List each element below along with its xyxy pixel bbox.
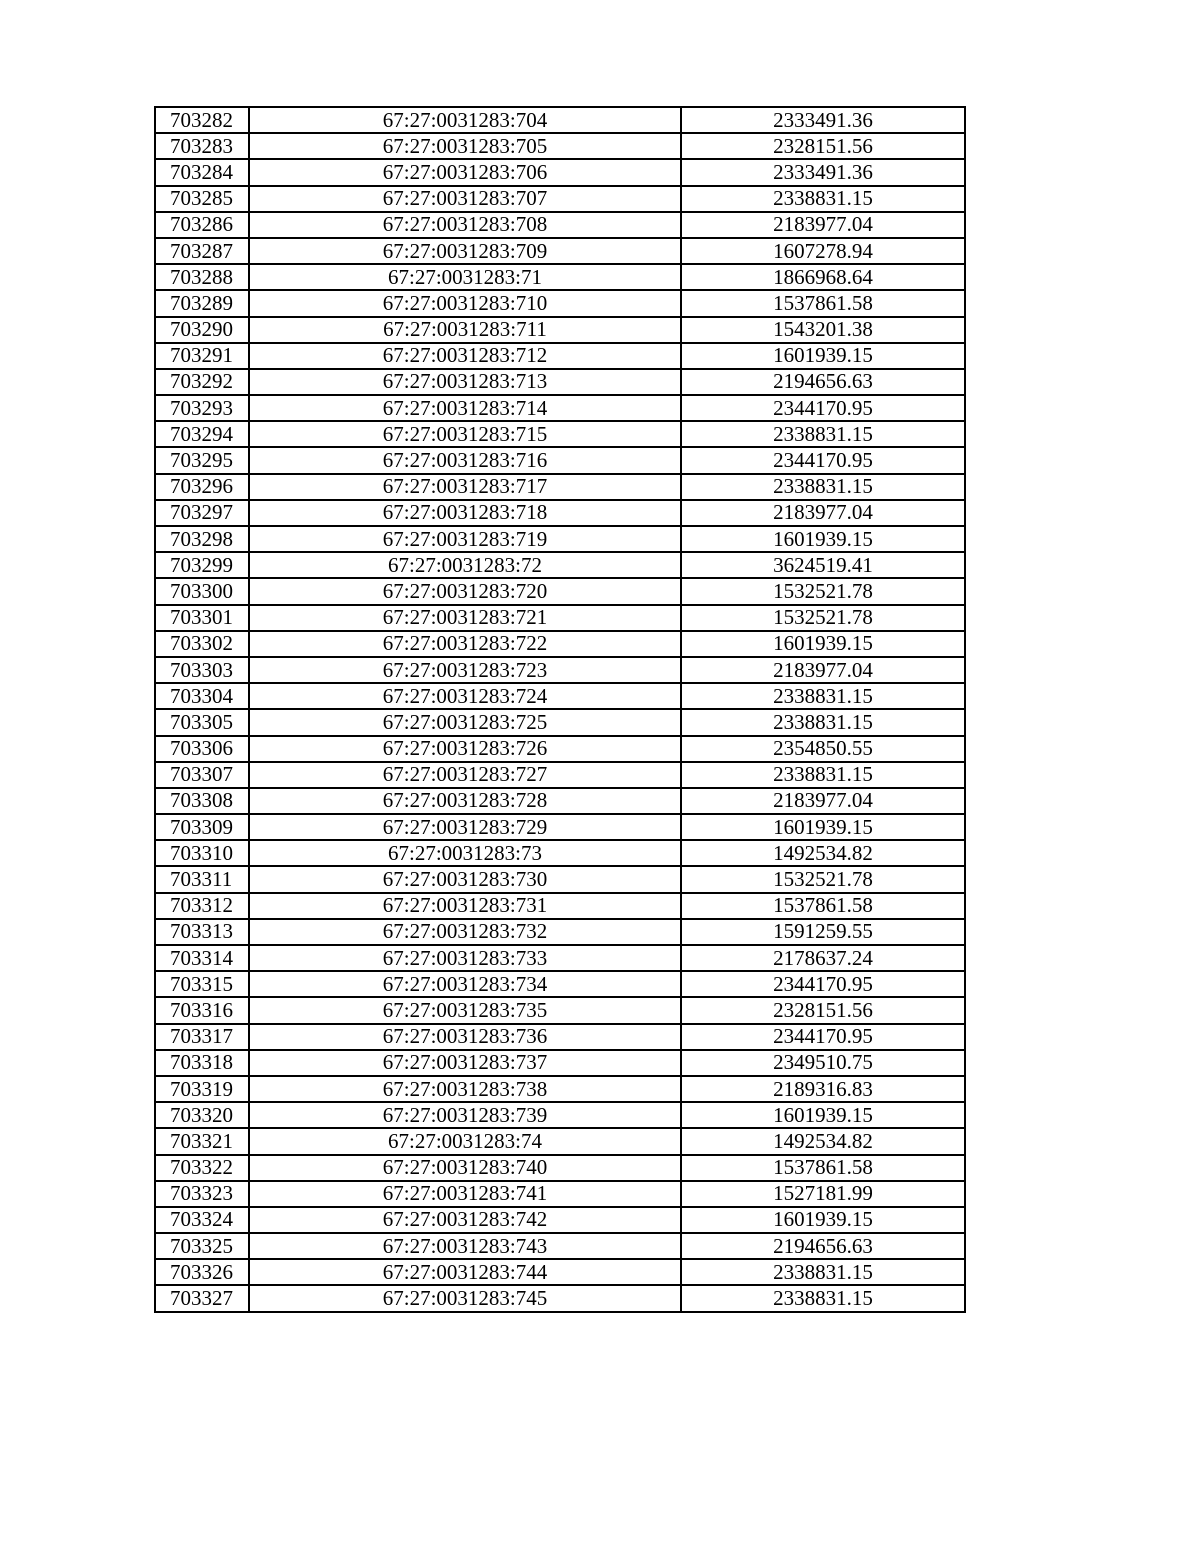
- row-number-cell: 703318: [155, 1050, 249, 1076]
- value-cell: 2344170.95: [681, 447, 965, 473]
- cadastral-number-cell: 67:27:0031283:704: [249, 107, 681, 133]
- table-row: [155, 605, 965, 631]
- table-row: [155, 866, 965, 892]
- cadastral-number-cell: 67:27:0031283:720: [249, 578, 681, 604]
- cadastral-number-cell: 67:27:0031283:717: [249, 474, 681, 500]
- value-cell: 1601939.15: [681, 1207, 965, 1233]
- value-cell: 1492534.82: [681, 1128, 965, 1154]
- cadastral-number-cell: 67:27:0031283:705: [249, 133, 681, 159]
- value-cell: 2194656.63: [681, 369, 965, 395]
- row-number-cell: 703310: [155, 840, 249, 866]
- table-row: [155, 1024, 965, 1050]
- table-row: [155, 631, 965, 657]
- row-number-cell: 703286: [155, 212, 249, 238]
- table-row: [155, 1233, 965, 1259]
- table-row: [155, 1076, 965, 1102]
- value-cell: 1601939.15: [681, 526, 965, 552]
- table-row: [155, 893, 965, 919]
- cadastral-number-cell: 67:27:0031283:71: [249, 264, 681, 290]
- cadastral-number-cell: 67:27:0031283:73: [249, 840, 681, 866]
- table-row: [155, 474, 965, 500]
- value-cell: 2333491.36: [681, 159, 965, 185]
- value-cell: 2344170.95: [681, 971, 965, 997]
- value-cell: 2349510.75: [681, 1050, 965, 1076]
- cadastral-number-cell: 67:27:0031283:708: [249, 212, 681, 238]
- cadastral-number-cell: 67:27:0031283:716: [249, 447, 681, 473]
- table-row: [155, 945, 965, 971]
- value-cell: 2354850.55: [681, 736, 965, 762]
- row-number-cell: 703284: [155, 159, 249, 185]
- row-number-cell: 703316: [155, 997, 249, 1023]
- row-number-cell: 703299: [155, 552, 249, 578]
- table-row: [155, 552, 965, 578]
- cadastral-number-cell: 67:27:0031283:709: [249, 238, 681, 264]
- value-cell: 1537861.58: [681, 290, 965, 316]
- table-row: [155, 1285, 965, 1311]
- table-row: [155, 447, 965, 473]
- row-number-cell: 703304: [155, 683, 249, 709]
- cadastral-number-cell: 67:27:0031283:732: [249, 919, 681, 945]
- table-row: [155, 788, 965, 814]
- cadastral-number-cell: 67:27:0031283:713: [249, 369, 681, 395]
- cadastral-number-cell: 67:27:0031283:711: [249, 317, 681, 343]
- cadastral-number-cell: 67:27:0031283:72: [249, 552, 681, 578]
- cadastral-number-cell: 67:27:0031283:734: [249, 971, 681, 997]
- table-row: [155, 762, 965, 788]
- cadastral-number-cell: 67:27:0031283:742: [249, 1207, 681, 1233]
- row-number-cell: 703317: [155, 1024, 249, 1050]
- row-number-cell: 703308: [155, 788, 249, 814]
- table-row: [155, 736, 965, 762]
- value-cell: 2333491.36: [681, 107, 965, 133]
- value-cell: 1537861.58: [681, 1155, 965, 1181]
- table-row: [155, 1155, 965, 1181]
- table-row: [155, 395, 965, 421]
- row-number-cell: 703303: [155, 657, 249, 683]
- row-number-cell: 703313: [155, 919, 249, 945]
- cadastral-number-cell: 67:27:0031283:721: [249, 605, 681, 631]
- cadastral-number-cell: 67:27:0031283:743: [249, 1233, 681, 1259]
- row-number-cell: 703289: [155, 290, 249, 316]
- value-cell: 1543201.38: [681, 317, 965, 343]
- row-number-cell: 703306: [155, 736, 249, 762]
- table-row: [155, 500, 965, 526]
- row-number-cell: 703285: [155, 186, 249, 212]
- table-row: [155, 1128, 965, 1154]
- value-cell: 1601939.15: [681, 814, 965, 840]
- value-cell: 1601939.15: [681, 631, 965, 657]
- row-number-cell: 703282: [155, 107, 249, 133]
- table-row: [155, 1181, 965, 1207]
- cadastral-value-table: [154, 106, 966, 1313]
- cadastral-number-cell: 67:27:0031283:739: [249, 1102, 681, 1128]
- row-number-cell: 703324: [155, 1207, 249, 1233]
- value-cell: 2338831.15: [681, 421, 965, 447]
- value-cell: 1601939.15: [681, 1102, 965, 1128]
- row-number-cell: 703325: [155, 1233, 249, 1259]
- table-row: [155, 683, 965, 709]
- value-cell: 2189316.83: [681, 1076, 965, 1102]
- row-number-cell: 703290: [155, 317, 249, 343]
- value-cell: 2183977.04: [681, 788, 965, 814]
- table-row: [155, 919, 965, 945]
- value-cell: 2338831.15: [681, 1285, 965, 1311]
- table-row: [155, 1259, 965, 1285]
- table-row: [155, 369, 965, 395]
- value-cell: 1532521.78: [681, 866, 965, 892]
- cadastral-number-cell: 67:27:0031283:745: [249, 1285, 681, 1311]
- cadastral-number-cell: 67:27:0031283:729: [249, 814, 681, 840]
- cadastral-number-cell: 67:27:0031283:715: [249, 421, 681, 447]
- table-row: [155, 709, 965, 735]
- value-cell: 1532521.78: [681, 605, 965, 631]
- cadastral-number-cell: 67:27:0031283:731: [249, 893, 681, 919]
- row-number-cell: 703319: [155, 1076, 249, 1102]
- row-number-cell: 703307: [155, 762, 249, 788]
- cadastral-number-cell: 67:27:0031283:740: [249, 1155, 681, 1181]
- row-number-cell: 703301: [155, 605, 249, 631]
- row-number-cell: 703323: [155, 1181, 249, 1207]
- value-cell: 2328151.56: [681, 997, 965, 1023]
- value-cell: 2338831.15: [681, 186, 965, 212]
- table-row: [155, 1207, 965, 1233]
- cadastral-number-cell: 67:27:0031283:733: [249, 945, 681, 971]
- row-number-cell: 703298: [155, 526, 249, 552]
- table-row: [155, 971, 965, 997]
- cadastral-number-cell: 67:27:0031283:738: [249, 1076, 681, 1102]
- row-number-cell: 703291: [155, 343, 249, 369]
- row-number-cell: 703326: [155, 1259, 249, 1285]
- value-cell: 2328151.56: [681, 133, 965, 159]
- cadastral-number-cell: 67:27:0031283:726: [249, 736, 681, 762]
- cadastral-number-cell: 67:27:0031283:744: [249, 1259, 681, 1285]
- cadastral-number-cell: 67:27:0031283:727: [249, 762, 681, 788]
- table-row: [155, 343, 965, 369]
- cadastral-number-cell: 67:27:0031283:712: [249, 343, 681, 369]
- table-row: [155, 657, 965, 683]
- value-cell: 2344170.95: [681, 395, 965, 421]
- row-number-cell: 703309: [155, 814, 249, 840]
- table-row: [155, 317, 965, 343]
- cadastral-number-cell: 67:27:0031283:722: [249, 631, 681, 657]
- table-row: [155, 107, 965, 133]
- table-row: [155, 1102, 965, 1128]
- value-cell: 2194656.63: [681, 1233, 965, 1259]
- row-number-cell: 703322: [155, 1155, 249, 1181]
- row-number-cell: 703294: [155, 421, 249, 447]
- row-number-cell: 703321: [155, 1128, 249, 1154]
- row-number-cell: 703327: [155, 1285, 249, 1311]
- value-cell: 2183977.04: [681, 500, 965, 526]
- table-row: [155, 1050, 965, 1076]
- table-row: [155, 814, 965, 840]
- row-number-cell: 703302: [155, 631, 249, 657]
- table-row: [155, 264, 965, 290]
- cadastral-number-cell: 67:27:0031283:718: [249, 500, 681, 526]
- row-number-cell: 703283: [155, 133, 249, 159]
- cadastral-number-cell: 67:27:0031283:724: [249, 683, 681, 709]
- table-body: [155, 107, 965, 1312]
- row-number-cell: 703292: [155, 369, 249, 395]
- value-cell: 2178637.24: [681, 945, 965, 971]
- value-cell: 2183977.04: [681, 657, 965, 683]
- row-number-cell: 703296: [155, 474, 249, 500]
- table-row: [155, 578, 965, 604]
- value-cell: 2338831.15: [681, 709, 965, 735]
- row-number-cell: 703311: [155, 866, 249, 892]
- cadastral-number-cell: 67:27:0031283:710: [249, 290, 681, 316]
- table-row: [155, 421, 965, 447]
- cadastral-number-cell: 67:27:0031283:74: [249, 1128, 681, 1154]
- value-cell: 1607278.94: [681, 238, 965, 264]
- cadastral-number-cell: 67:27:0031283:736: [249, 1024, 681, 1050]
- row-number-cell: 703314: [155, 945, 249, 971]
- value-cell: 3624519.41: [681, 552, 965, 578]
- value-cell: 1532521.78: [681, 578, 965, 604]
- cadastral-number-cell: 67:27:0031283:719: [249, 526, 681, 552]
- table-row: [155, 290, 965, 316]
- cadastral-number-cell: 67:27:0031283:723: [249, 657, 681, 683]
- value-cell: 1591259.55: [681, 919, 965, 945]
- value-cell: 2338831.15: [681, 1259, 965, 1285]
- value-cell: 1537861.58: [681, 893, 965, 919]
- row-number-cell: 703297: [155, 500, 249, 526]
- cadastral-number-cell: 67:27:0031283:728: [249, 788, 681, 814]
- cadastral-number-cell: 67:27:0031283:714: [249, 395, 681, 421]
- cadastral-number-cell: 67:27:0031283:707: [249, 186, 681, 212]
- table-row: [155, 997, 965, 1023]
- value-cell: 1866968.64: [681, 264, 965, 290]
- value-cell: 2183977.04: [681, 212, 965, 238]
- row-number-cell: 703312: [155, 893, 249, 919]
- cadastral-number-cell: 67:27:0031283:737: [249, 1050, 681, 1076]
- row-number-cell: 703288: [155, 264, 249, 290]
- cadastral-number-cell: 67:27:0031283:706: [249, 159, 681, 185]
- row-number-cell: 703320: [155, 1102, 249, 1128]
- value-cell: 1601939.15: [681, 343, 965, 369]
- table-row: [155, 840, 965, 866]
- cadastral-number-cell: 67:27:0031283:735: [249, 997, 681, 1023]
- cadastral-number-cell: 67:27:0031283:725: [249, 709, 681, 735]
- cadastral-number-cell: 67:27:0031283:730: [249, 866, 681, 892]
- row-number-cell: 703305: [155, 709, 249, 735]
- value-cell: 1527181.99: [681, 1181, 965, 1207]
- cadastral-number-cell: 67:27:0031283:741: [249, 1181, 681, 1207]
- value-cell: 2338831.15: [681, 474, 965, 500]
- table-row: [155, 526, 965, 552]
- value-cell: 2338831.15: [681, 762, 965, 788]
- value-cell: 2338831.15: [681, 683, 965, 709]
- row-number-cell: 703300: [155, 578, 249, 604]
- row-number-cell: 703315: [155, 971, 249, 997]
- table-row: [155, 186, 965, 212]
- row-number-cell: 703295: [155, 447, 249, 473]
- row-number-cell: 703293: [155, 395, 249, 421]
- table-row: [155, 159, 965, 185]
- value-cell: 2344170.95: [681, 1024, 965, 1050]
- table-row: [155, 212, 965, 238]
- table-row: [155, 238, 965, 264]
- value-cell: 1492534.82: [681, 840, 965, 866]
- table-row: [155, 133, 965, 159]
- row-number-cell: 703287: [155, 238, 249, 264]
